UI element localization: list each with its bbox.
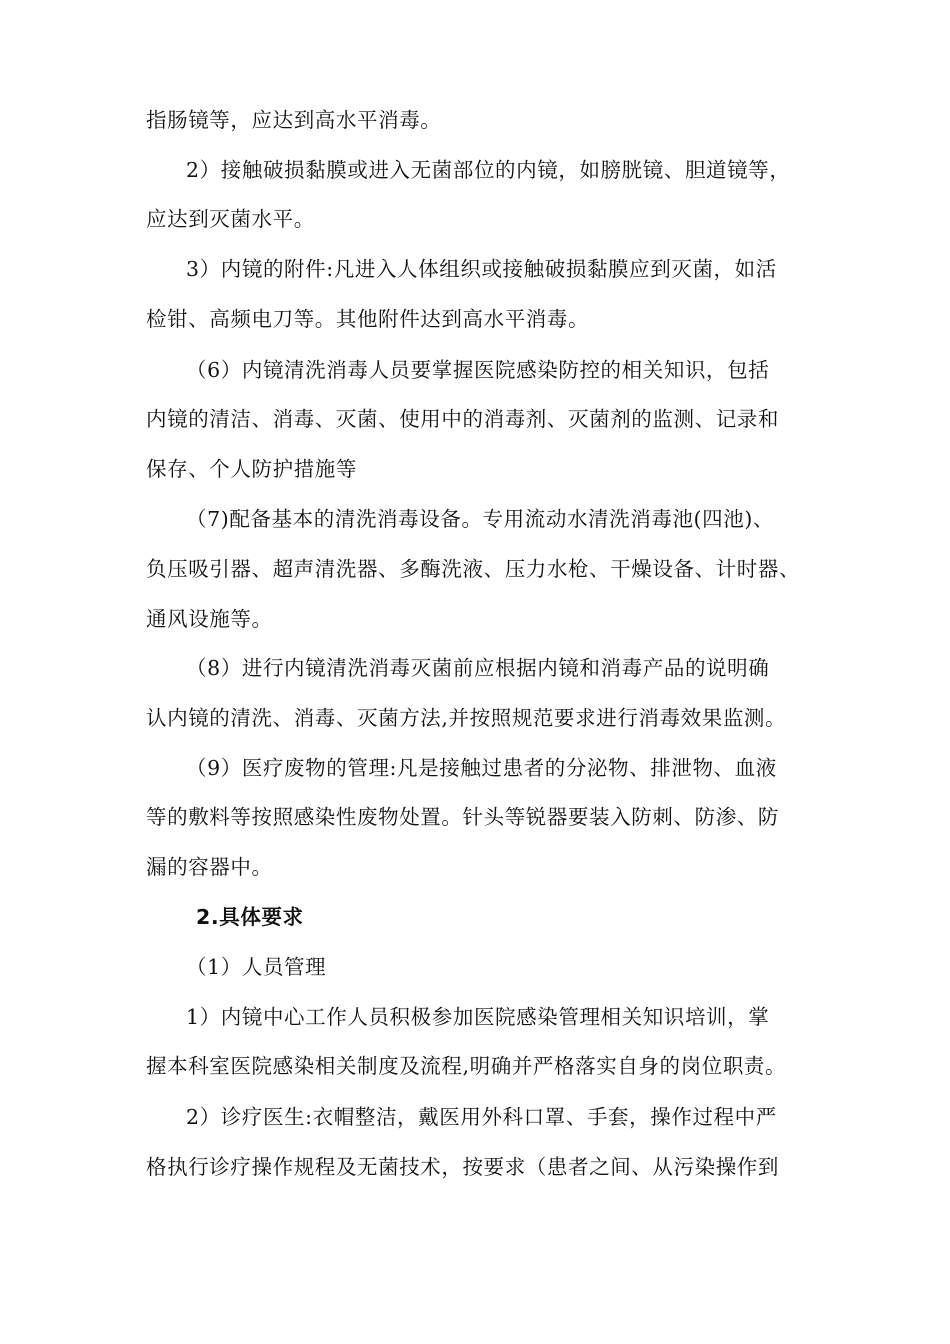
text-line-7: 内镜的清洁、消毒、灭菌、使用中的消毒剂、灭菌剂的监测、记录和 (146, 407, 779, 431)
text-line-11: 通风设施等。 (146, 607, 273, 631)
section-heading: 2.具体要求 (196, 905, 304, 929)
text-line-21: 2）诊疗医生:衣帽整洁，戴医用外科口罩、手套，操作过程中严 (186, 1105, 777, 1129)
text-line-19: 1）内镜中心工作人员积极参加医院感染管理相关知识培训，掌 (186, 1005, 770, 1029)
text-line-5: 检钳、高频电刀等。其他附件达到高水平消毒。 (146, 307, 590, 331)
text-line-14: （9）医疗废物的管理:凡是接触过患者的分泌物、排泄物、血液 (186, 756, 777, 780)
text-line-22: 格执行诊疗操作规程及无菌技术，按要求（患者之间、从污染操作到 (146, 1155, 779, 1179)
text-line-10: 负压吸引器、超声清洗器、多酶洗液、压力水枪、干燥设备、计时器、 (146, 557, 801, 581)
text-line-2: 2）接触破损黏膜或进入无菌部位的内镜，如膀胱镜、胆道镜等， (186, 158, 791, 182)
text-line-20: 握本科室医院感染相关制度及流程,明确并严格落实自身的岗位职责。 (146, 1054, 787, 1078)
text-line-1: 指肠镜等，应达到高水平消毒。 (146, 108, 442, 132)
text-line-8: 保存、个人防护措施等 (146, 457, 357, 481)
text-line-3: 应达到灭菌水平。 (146, 207, 315, 231)
text-line-16: 漏的容器中。 (146, 855, 273, 879)
text-line-6: （6）内镜清洗消毒人员要掌握医院感染防控的相关知识，包括 (186, 358, 770, 382)
text-line-18: （1）人员管理 (186, 955, 327, 979)
text-line-13: 认内镜的清洗、消毒、灭菌方法,并按照规范要求进行消毒效果监测。 (146, 706, 787, 730)
text-line-4: 3）内镜的附件:凡进入人体组织或接触破损黏膜应到灭菌，如活 (186, 257, 777, 281)
text-line-12: （8）进行内镜清洗消毒灭菌前应根据内镜和消毒产品的说明确 (186, 656, 770, 680)
text-line-9: （7)配备基本的清洗消毒设备。专用流动水清洗消毒池(四池)、 (186, 507, 775, 531)
text-line-15: 等的敷料等按照感染性废物处置。针头等锐器要装入防刺、防渗、防 (146, 805, 779, 829)
